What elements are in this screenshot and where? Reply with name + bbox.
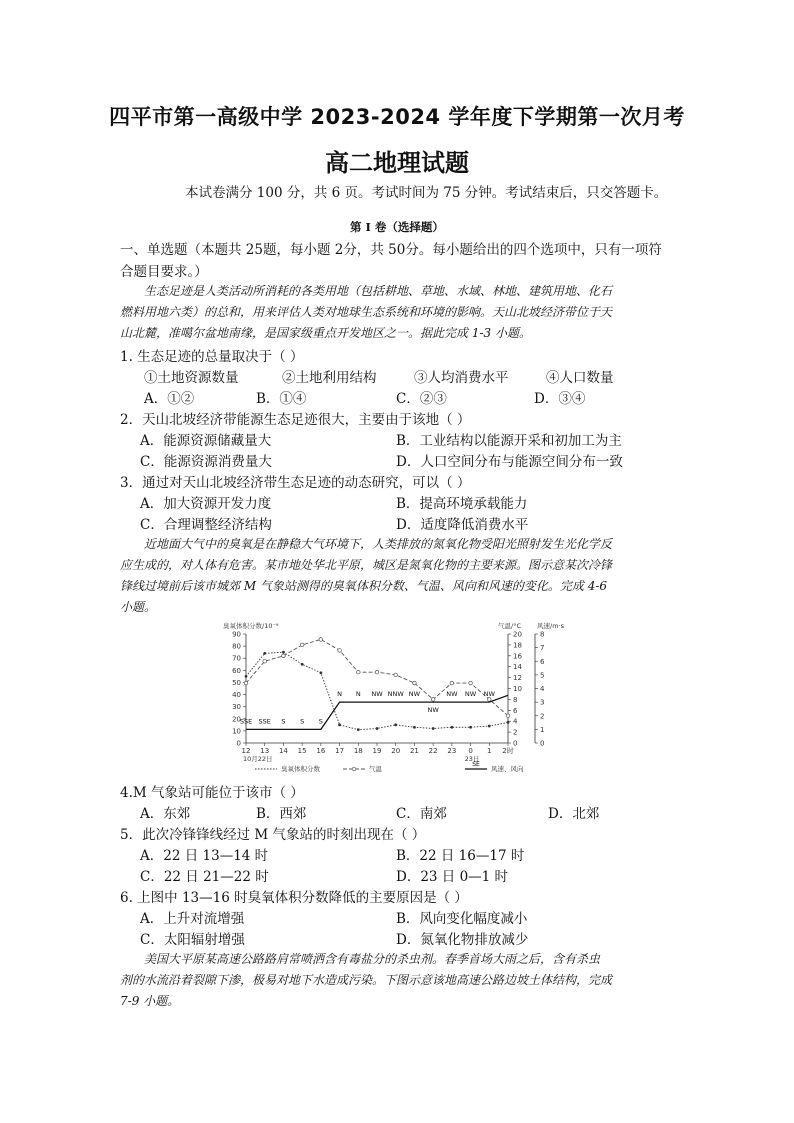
temp-tick-label: 18 [513, 641, 522, 650]
x-tick-label: 20 [391, 747, 401, 755]
q6-option-c[interactable]: C．太阳辐射增强 [140, 932, 245, 948]
passage1-line3: 山北麓，准噶尔盆地南缘，是国家级重点开发地区之一。据此完成 1-3 小题。 [120, 326, 531, 340]
left-tick-label: 0 [236, 739, 241, 748]
legend-temperature-marker [352, 767, 356, 771]
ozone-point [507, 721, 510, 724]
q3-option-b[interactable]: B．提高环境承载能力 [396, 496, 528, 512]
q6-option-b[interactable]: B．风向变化幅度减小 [396, 911, 528, 927]
q2-option-d[interactable]: D．人口空间分布与能源空间分布一致 [396, 454, 623, 470]
passage2-line3: 锋线过境前后该市城郊 M 气象站测得的臭氧体积分数、气温、风向和风速的变化。完成 4-6 [120, 579, 608, 593]
exam-title: 四平市第一高级中学 2023-2024 学年度下学期第一次月考 [109, 105, 685, 129]
ozone-point [488, 725, 491, 728]
wind-tick-label: 1 [540, 725, 545, 734]
legend-wind-label: 风速、风向 [491, 765, 524, 773]
wind-tick-label: 0 [540, 739, 545, 748]
x-tick-label: 15 [297, 747, 307, 755]
x-tick-label: 17 [335, 747, 345, 755]
ozone-point [282, 651, 285, 654]
q4-option-b[interactable]: B．西郊 [256, 806, 307, 822]
ozone-point [413, 726, 416, 729]
temperature-point [319, 638, 323, 642]
q6-stem: 6. 上图中 13—16 时臭氧体积分数降低的主要原因是（ ） [120, 890, 468, 906]
q1-item-3: ③人均消费水平 [414, 370, 509, 386]
passage1-line2: 燃料用地六类）的总和，用来评估人类对地球生态系统和环境的影响。天山北坡经济带位于天 [120, 305, 613, 319]
passage3-line1: 美国大平原某高速公路路肩常喷洒含有毒盐分的杀虫剂。春季首场大雨之后，含有杀虫 [144, 952, 601, 966]
wind-tick-label: 2 [540, 712, 545, 721]
q4-stem: 4.M 气象站可能位于该市（ ） [120, 785, 304, 801]
x-tick-label: 21 [409, 747, 419, 755]
q5-option-a[interactable]: A．22 日 13—14 时 [140, 848, 269, 864]
wind-direction-label: NW [446, 690, 458, 699]
wind-direction-label: NW [371, 690, 383, 699]
wind-tick-label: 3 [540, 698, 545, 707]
temp-tick-label: 20 [513, 630, 522, 639]
q4-option-d[interactable]: D．北郊 [548, 806, 600, 822]
temp-tick-label: 6 [513, 706, 518, 715]
temp-tick-label: 16 [513, 652, 522, 661]
wind-direction-label: NW [427, 706, 439, 715]
temperature-point [244, 681, 248, 685]
q4-option-c[interactable]: C．南郊 [396, 806, 447, 822]
temperature-point [506, 714, 510, 718]
wind-direction-label: SSE [239, 717, 253, 726]
temp-tick-label: 4 [513, 717, 518, 726]
temp-tick-label: 12 [513, 674, 522, 683]
section-instructions-cont: 合题目要求。） [120, 264, 208, 280]
ozone-point [376, 727, 379, 730]
left-tick-label: 70 [232, 654, 241, 663]
passage2-line1: 近地面大气中的臭氧是在静稳大气环境下，人类排放的氮氧化物受阳光照射发生光化学反 [144, 537, 613, 551]
ozone-point [394, 723, 397, 726]
wind-direction-label: NW [408, 690, 421, 699]
temperature-point [469, 681, 473, 685]
wind-tick-label: 5 [540, 671, 545, 680]
q1-item-1: ①土地资源数量 [144, 370, 239, 386]
temperature-point [263, 659, 267, 663]
temp-tick-label: 2 [513, 728, 518, 737]
temperature-point [431, 698, 435, 702]
q2-option-c[interactable]: C．能源资源消费量大 [140, 454, 272, 470]
temp-axis-title: 气温/°C [498, 622, 521, 630]
temperature-point [394, 673, 398, 677]
temperature-point [375, 670, 379, 674]
ozone-point [319, 671, 322, 674]
q1-option-d[interactable]: D．③④ [534, 391, 586, 407]
x-tick-label: 22 [428, 747, 438, 755]
wind-axis-title: 风速/m·s [537, 622, 564, 630]
legend-ozone-label: 臭氧体积分数 [281, 765, 320, 773]
temperature-point [413, 681, 417, 685]
left-tick-label: 90 [232, 630, 241, 639]
section-instructions: 一、单选题（本题共 25题，每小题 2分，共 50分。每小题给出的四个选项中，只有一项符 [120, 242, 662, 258]
passage1-line1: 生态足迹是人类活动所消耗的各类用地（包括耕地、草地、水域、林地、建筑用地、化石 [144, 284, 613, 298]
ozone-point [338, 723, 341, 726]
ozone-temperature-wind-chart [215, 617, 585, 777]
passage2-line2: 应生成的，对人体有危害。某市地处华北平原，城区是氮氧化物的主要来源。图示意某次冷锋 [120, 558, 613, 572]
temperature-point [338, 649, 342, 653]
temperature-point [282, 654, 286, 658]
q5-option-b[interactable]: B．22 日 16—17 时 [396, 848, 525, 864]
left-tick-label: 60 [232, 666, 241, 675]
x-tick-label: 16 [316, 747, 326, 755]
wind-tick-label: 6 [540, 657, 545, 666]
wind-direction-label: S [300, 717, 305, 726]
ozone-point [301, 663, 304, 666]
q3-stem: 3．通过对天山北坡经济带生态足迹的动态研究，可以（ ） [120, 475, 471, 491]
ozone-point [469, 726, 472, 729]
q1-option-a[interactable]: A．①② [144, 391, 195, 407]
left-axis-title: 臭氧体积分数/10⁻⁹ [223, 622, 279, 630]
q3-option-d[interactable]: D．适度降低消费水平 [396, 517, 529, 533]
q5-option-c[interactable]: C．22 日 21—22 时 [140, 869, 269, 885]
q4-option-a[interactable]: A．东郊 [140, 806, 191, 822]
q1-option-c[interactable]: C．②③ [396, 391, 447, 407]
q3-option-c[interactable]: C．合理调整经济结构 [140, 517, 272, 533]
q3-option-a[interactable]: A．加大资源开发力度 [140, 496, 272, 512]
wind-direction-label: N [337, 690, 343, 699]
legend-wind-symbol: SE [472, 761, 480, 768]
left-tick-label: 10 [232, 727, 241, 736]
temp-tick-label: 10 [513, 685, 522, 693]
q1-option-b[interactable]: B．①④ [256, 391, 307, 407]
temperature-point [450, 681, 454, 685]
wind-direction-label: S [318, 717, 323, 726]
date-label: 10月22日 [243, 755, 273, 763]
series-line [246, 639, 508, 715]
wind-direction-label: SSE [258, 717, 271, 726]
q5-option-d[interactable]: D．23 日 0—1 时 [396, 869, 509, 885]
q6-option-d[interactable]: D．氮氧化物排放减少 [396, 932, 529, 948]
x-tick-label: 18 [353, 747, 363, 755]
x-tick-label: 1 [487, 747, 492, 755]
wind-direction-label: NW [483, 690, 495, 699]
wind-tick-label: 7 [540, 644, 545, 653]
ozone-point [450, 726, 453, 729]
date-label: 23日 [464, 755, 480, 763]
temperature-point [300, 643, 304, 647]
passage3-line2: 剂的水流沿着裂隙下渗，极易对地下水造成污染。下图示意该地高速公路边坡土体结构，完成 [120, 973, 613, 987]
passage3-line3: 7-9 小题。 [120, 994, 180, 1008]
wind-direction-label: N [355, 690, 361, 699]
temp-tick-label: 8 [513, 695, 518, 704]
x-tick-label: 12 [241, 747, 251, 755]
left-tick-label: 80 [232, 642, 241, 651]
legend-temperature-label: 气温 [369, 765, 382, 773]
x-tick-label: 23 [447, 747, 457, 755]
section-title: 第 I 卷（选择题） [350, 220, 444, 234]
x-tick-label: 14 [278, 747, 288, 755]
ozone-point [263, 652, 266, 655]
q2-stem: 2．天山北坡经济带能源生态足迹很大，主要由于该地（ ） [120, 412, 471, 428]
temp-tick-label: 14 [513, 663, 522, 672]
temperature-point [487, 698, 491, 702]
left-tick-label: 50 [232, 678, 241, 687]
left-tick-label: 30 [232, 703, 241, 712]
q5-stem: 5．此次冷锋锋线经过 M 气象站的时刻出现在（ ） [120, 827, 426, 843]
x-tick-label: 13 [260, 747, 270, 755]
passage2-line4: 小题。 [120, 600, 157, 614]
x-tick-label: 19 [372, 747, 382, 755]
temp-tick-label: 0 [513, 739, 518, 748]
q1-item-2: ②土地利用结构 [282, 370, 377, 386]
wind-direction-label: S [281, 717, 286, 726]
q6-option-a[interactable]: A．上升对流增强 [140, 911, 245, 927]
temperature-point [356, 670, 360, 674]
q2-option-b[interactable]: B．工业结构以能源开采和初加工为主 [396, 433, 622, 449]
ozone-point [432, 727, 435, 730]
wind-tick-label: 4 [540, 685, 545, 693]
q1-item-4: ④人口数量 [546, 370, 614, 386]
exam-subtitle: 高二地理试题 [325, 149, 469, 177]
q2-option-a[interactable]: A．能源资源储藏量大 [140, 433, 272, 449]
left-tick-label: 40 [232, 691, 241, 700]
wind-tick-label: 8 [540, 630, 545, 639]
exam-note: 本试卷满分 100 分，共 6 页。考试时间为 75 分钟。考试结束后，只交答题卡。 [185, 185, 668, 201]
x-tick-label: 0 [468, 747, 473, 755]
left-tick-label: 20 [232, 715, 241, 724]
wind-direction-label: NW [464, 690, 477, 699]
ozone-point [357, 728, 360, 731]
ozone-point [245, 675, 248, 678]
wind-direction-label: NNW [387, 690, 404, 699]
x-tick-label: 2时 [502, 747, 514, 755]
q1-stem: 1. 生态足迹的总量取决于（ ） [120, 349, 304, 365]
